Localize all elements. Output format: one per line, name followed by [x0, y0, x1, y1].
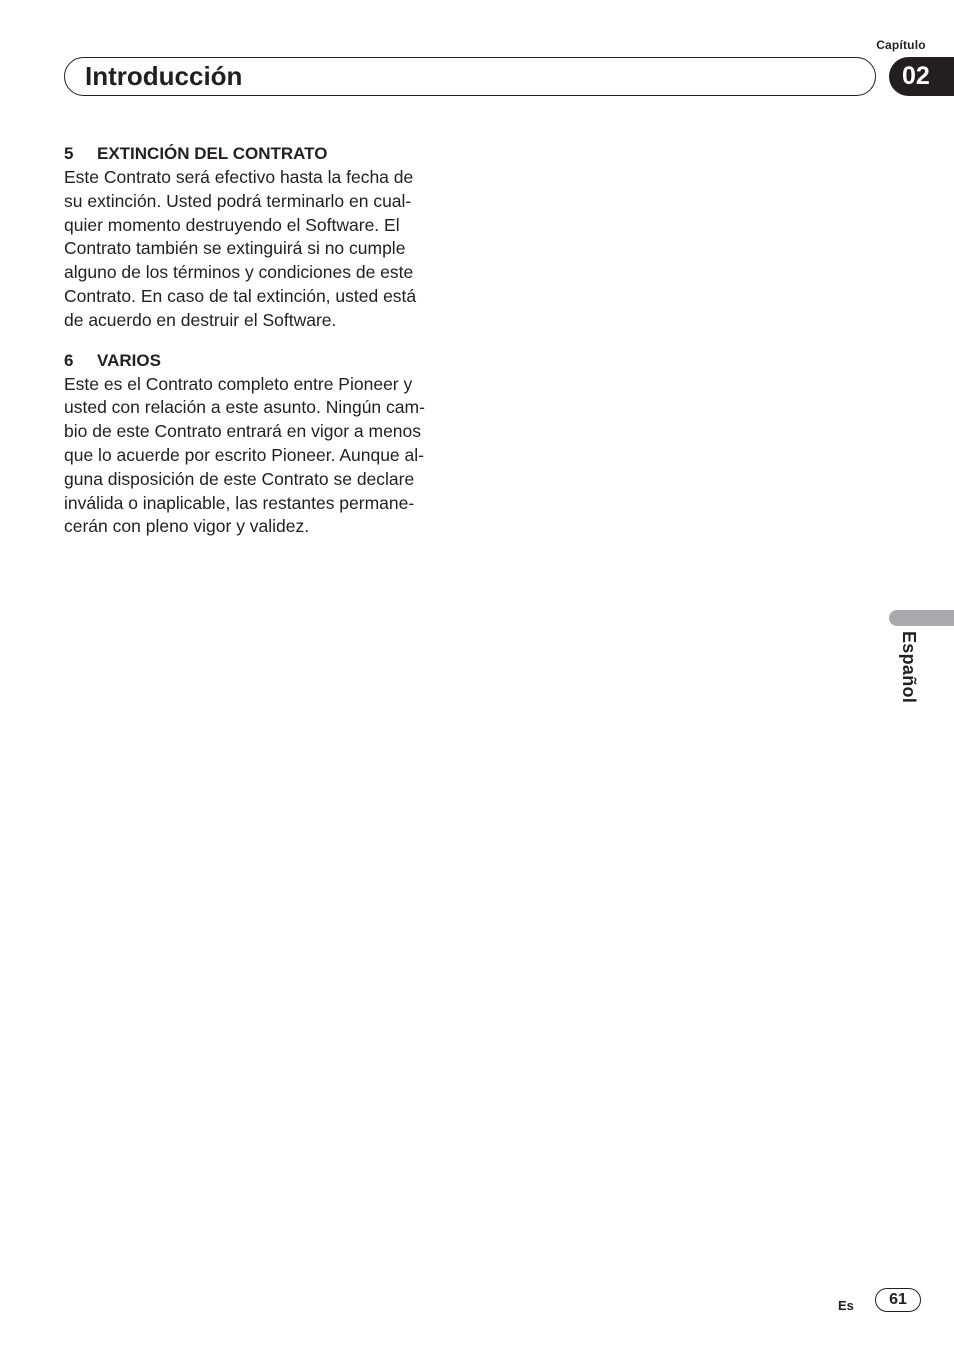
- section-heading: [64, 349, 456, 373]
- body-line: Este Contrato será efectivo hasta la fecha de: [64, 167, 414, 187]
- body-line: alguno de los términos y condiciones de este: [64, 262, 414, 283]
- body-line: su extinción. Usted podrá terminarlo en cual-: [64, 190, 412, 211]
- section-body: [64, 373, 456, 540]
- section-title: VARIOS: [97, 350, 161, 370]
- page-title: Introducción: [85, 61, 243, 91]
- title-bar: [64, 57, 876, 96]
- body-line: guna disposición de este Contrato se declare: [64, 468, 415, 489]
- section-body: [64, 166, 456, 333]
- language-tab: [889, 610, 954, 626]
- body-line: que lo acuerde por escrito Pioneer. Aunque al-: [64, 444, 424, 465]
- body-line: Contrato también se extinguirá si no cumple: [64, 238, 406, 259]
- body-line: Contrato. En caso de tal extinción, usted está: [64, 285, 417, 306]
- body-line: bio de este Contrato entrará en vigor a menos: [64, 421, 422, 442]
- body-line: Este es el Contrato completo entre Pioneer y: [64, 373, 413, 394]
- body-line: cerán con pleno vigor y validez.: [64, 516, 310, 537]
- section-title: EXTINCIÓN DEL CONTRATO: [97, 144, 328, 163]
- page-number: 61: [875, 1288, 921, 1312]
- chapter-number-badge: 02: [889, 57, 954, 96]
- language-label: Español: [899, 631, 919, 704]
- chapter-label: Capítulo: [876, 38, 926, 52]
- section-number: 6: [64, 350, 74, 370]
- section-heading: [64, 142, 456, 166]
- section-number: 5: [64, 144, 74, 163]
- section-extincion: [64, 142, 456, 333]
- section-varios: [64, 349, 456, 540]
- body-line: de acuerdo en destruir el Software.: [64, 309, 337, 330]
- footer-language-code: Es: [838, 1298, 854, 1313]
- body-line: usted con relación a este asunto. Ningún cam-: [64, 397, 425, 418]
- body-line: quier momento destruyendo el Software. El: [64, 214, 400, 235]
- body-line: inválida o inaplicable, las restantes permane-: [64, 492, 415, 513]
- content-column: [64, 142, 456, 555]
